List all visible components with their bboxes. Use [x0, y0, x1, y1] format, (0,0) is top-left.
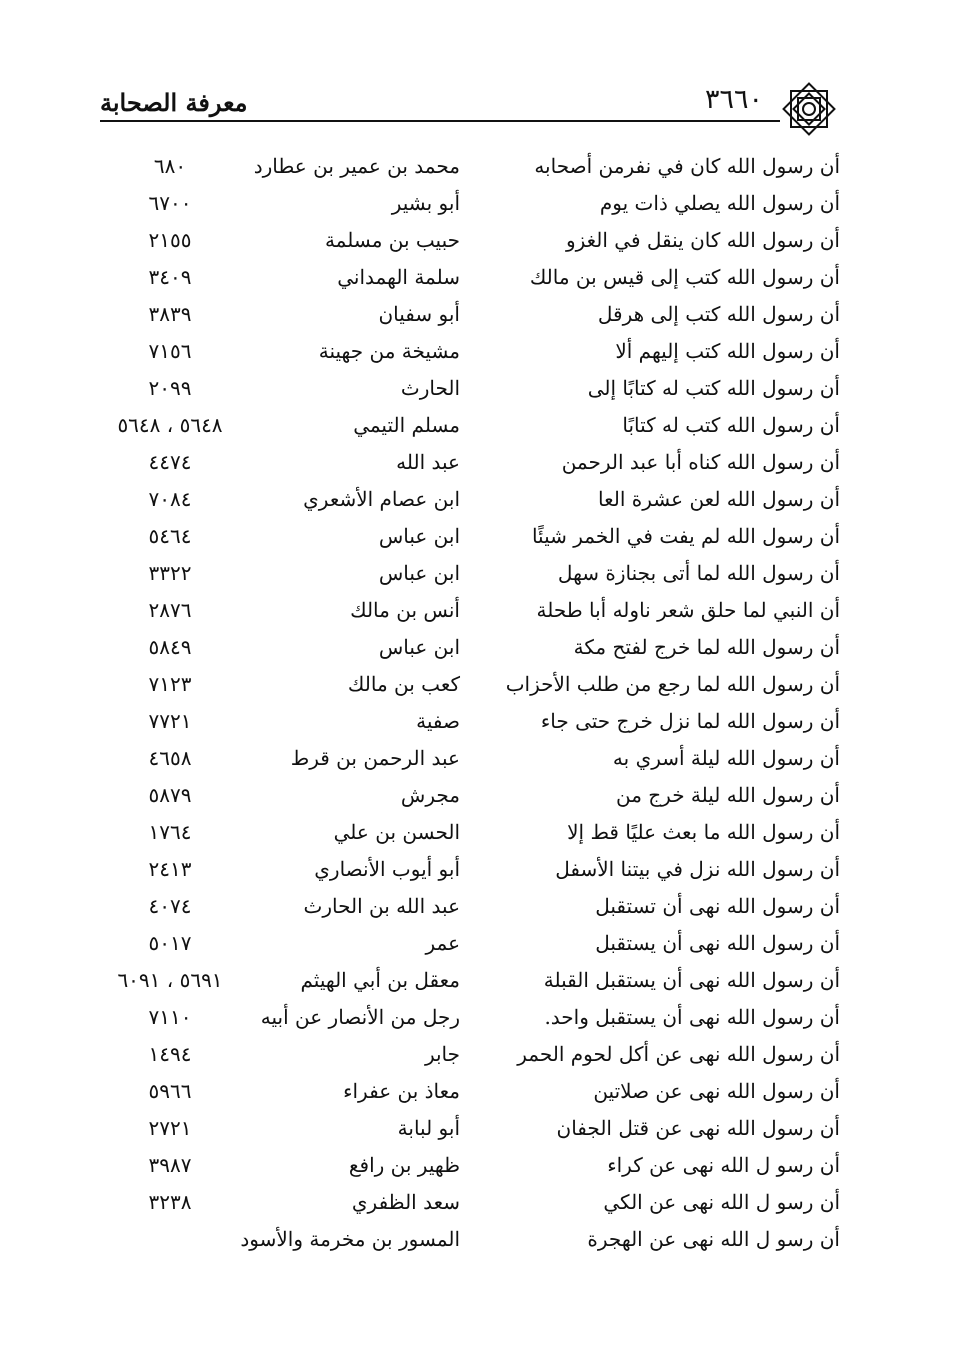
- header-rule: [100, 120, 780, 122]
- table-row: [100, 446, 840, 483]
- reference-number: ٤٠٧٤: [148, 894, 192, 918]
- reference-number: ٣٢٣٨: [148, 1190, 192, 1214]
- narrator-name: ابن عباس: [378, 635, 460, 659]
- narrator-name: مسلم التيمي: [353, 413, 460, 437]
- reference-number: ٥٨٧٩: [148, 783, 192, 807]
- table-row: [100, 1186, 840, 1223]
- hadith-text: أن رسول الله نهى أن يستقبل القبلة: [543, 968, 840, 992]
- table-row: [100, 1001, 840, 1038]
- reference-number: ٧١٥٦: [148, 339, 192, 363]
- narrator-name: معقل بن أبي الهيثم: [300, 968, 460, 992]
- hadith-text: أن رسول الله ما بعث عليًا قط إلا: [567, 820, 840, 844]
- table-row: [100, 705, 840, 742]
- reference-number: ٧٠٨٤: [148, 487, 192, 511]
- table-row: [100, 890, 840, 927]
- hadith-text: أن رسول الله كتب إلى قيس بن مالك: [529, 265, 840, 289]
- reference-number: ١٧٦٤: [148, 820, 192, 844]
- table-row: [100, 853, 840, 890]
- table-row: [100, 631, 840, 668]
- narrator-name: أبو سفيان: [378, 302, 460, 326]
- narrator-name: جابر: [424, 1042, 460, 1066]
- hadith-text: أن رسول الله كان ينقل في الغزو: [565, 228, 840, 252]
- reference-number: ٧١١٠: [148, 1005, 192, 1029]
- reference-number: ٢٨٧٦: [148, 598, 192, 622]
- hadith-text: أن رسول الله كتب له كتابًا: [622, 413, 840, 437]
- narrator-name: أبو بشير: [391, 191, 460, 215]
- reference-number: ٢٠٩٩: [148, 376, 192, 400]
- hadith-text: أن رسول الله نهى أن يستقبل: [595, 931, 840, 955]
- table-row: [100, 1223, 840, 1260]
- hadith-text: أن رسول الله نهى أن تستقبل: [595, 894, 840, 918]
- table-row: [100, 335, 840, 372]
- hadith-text: أن رسول الله يصلي ذات يوم: [599, 191, 840, 215]
- narrator-name: ظهير بن رافع: [348, 1153, 460, 1177]
- hadith-text: أن رسو ل الله نهى عن الهجرة: [587, 1227, 840, 1251]
- table-row: [100, 1112, 840, 1149]
- narrator-name: رجل من الأنصار عن أبيه: [260, 1005, 460, 1029]
- table-row: [100, 816, 840, 853]
- hadith-text: أن رسول الله لما نزل خرج حتى جاء: [540, 709, 840, 733]
- hadith-text: أن رسول الله نهى أن يستقبل واحد.: [544, 1005, 840, 1029]
- table-row: [100, 409, 840, 446]
- index-table: [100, 150, 840, 1260]
- table-row: [100, 668, 840, 705]
- narrator-name: عبد الله بن الحارث: [303, 894, 460, 918]
- table-row: [100, 594, 840, 631]
- narrator-name: الحسن بن علي: [333, 820, 460, 844]
- hadith-text: أن رسول الله كناه أبا عبد الرحمن: [561, 450, 840, 474]
- narrator-name: كعب بن مالك: [347, 672, 460, 696]
- hadith-text: أن رسول الله نهى عن أكل لحوم الحمر: [517, 1042, 840, 1066]
- table-row: [100, 298, 840, 335]
- narrator-name: سعد الظفري: [351, 1190, 460, 1214]
- reference-number: ٢٤١٣: [148, 857, 192, 881]
- reference-number: ٥٨٤٩: [148, 635, 192, 659]
- table-row: [100, 224, 840, 261]
- narrator-name: المسور بن مخرمة والأسود: [240, 1227, 460, 1251]
- narrator-name: ابن عباس: [378, 561, 460, 585]
- narrator-name: أنس بن مالك: [350, 598, 460, 622]
- table-row: [100, 964, 840, 1001]
- narrator-name: أبو أيوب الأنصاري: [314, 857, 460, 881]
- table-row: [100, 261, 840, 298]
- hadith-text: أن رسول الله كان في نفرمن أصحابه: [534, 154, 840, 178]
- reference-number: ٦٧٠٠: [148, 191, 192, 215]
- reference-number: ٥٤٦٤: [148, 524, 192, 548]
- reference-number: ٥٦٤٨ ، ٥٦٤٨: [117, 413, 223, 437]
- narrator-name: أبو لبابة: [397, 1116, 460, 1140]
- reference-number: ٧١٢٣: [148, 672, 192, 696]
- hadith-text: أن رسول الله لعن عشرة العا: [598, 487, 840, 511]
- narrator-name: عبد الرحمن بن قرط: [290, 746, 460, 770]
- reference-number: ٥٩٦٦: [148, 1079, 192, 1103]
- hadith-text: أن النبي لما حلق شعر ناوله أبا طحلة: [536, 598, 840, 622]
- reference-number: ١٤٩٤: [148, 1042, 192, 1066]
- reference-number: ٥٦٩١ ، ٦٠٩١: [117, 968, 223, 992]
- page-header: [100, 78, 840, 128]
- reference-number: ٤٤٧٤: [148, 450, 192, 474]
- table-row: [100, 1149, 840, 1186]
- hadith-text: أن رسول الله لما أتى بجنازة سهل: [557, 561, 840, 585]
- book-title: معرفة الصحابة: [100, 88, 248, 117]
- narrator-name: عبد الله: [396, 450, 460, 474]
- table-row: [100, 779, 840, 816]
- table-row: [100, 483, 840, 520]
- narrator-name: حبيب بن مسلمة: [324, 228, 460, 252]
- hadith-text: أن رسول الله ليلة خرج من: [615, 783, 840, 807]
- table-row: [100, 187, 840, 224]
- table-row: [100, 557, 840, 594]
- narrator-name: مشيخة من جهينة: [318, 339, 460, 363]
- reference-number: ٣٣٢٢: [148, 561, 192, 585]
- hadith-text: أن رسو ل الله نهى عن كراء: [607, 1153, 840, 1177]
- hadith-text: أن رسول الله نهى عن قتل الجفان: [556, 1116, 840, 1140]
- narrator-name: سلمة الهمداني: [337, 265, 460, 289]
- octagram-ornament-icon: [778, 78, 840, 140]
- table-row: [100, 150, 840, 187]
- table-row: [100, 742, 840, 779]
- table-row: [100, 520, 840, 557]
- reference-number: ٥٠١٧: [148, 931, 192, 955]
- hadith-text: أن رسول الله كتب إليهم ألا: [615, 339, 840, 363]
- narrator-name: الحارث: [400, 376, 460, 400]
- hadith-text: أن رسو ل الله نهى عن الكي: [603, 1190, 840, 1214]
- reference-number: ٧٧٢١: [148, 709, 192, 733]
- hadith-text: أن رسول الله كتب إلى هرقل: [597, 302, 840, 326]
- hadith-text: أن رسول الله لما رجع من طلب الأحزاب: [505, 672, 840, 696]
- hadith-text: أن رسول الله كتب له كتابًا إلى: [587, 376, 840, 400]
- table-row: [100, 1038, 840, 1075]
- narrator-name: محمد بن عمير بن عطارد: [253, 154, 460, 178]
- table-row: [100, 372, 840, 409]
- narrator-name: مجرش: [400, 783, 460, 807]
- reference-number: ٢١٥٥: [148, 228, 192, 252]
- reference-number: ٣٨٣٩: [148, 302, 192, 326]
- narrator-name: صفية: [416, 709, 460, 733]
- hadith-text: أن رسول الله ليلة أسري به: [612, 746, 840, 770]
- table-row: [100, 1075, 840, 1112]
- hadith-text: أن رسول الله نهى عن صلاتين: [593, 1079, 840, 1103]
- narrator-name: ابن عباس: [378, 524, 460, 548]
- reference-number: ٣٤٠٩: [148, 265, 192, 289]
- hadith-text: أن رسول الله نزل في بيتنا الأسفل: [555, 857, 840, 881]
- reference-number: ٢٧٢١: [148, 1116, 192, 1140]
- narrator-name: معاذ بن عفراء: [343, 1079, 460, 1103]
- hadith-text: أن رسول الله لما خرج لفتح مكة: [573, 635, 840, 659]
- narrator-name: ابن عصام الأشعري: [303, 487, 460, 511]
- reference-number: ٣٩٨٧: [148, 1153, 192, 1177]
- hadith-text: أن رسول الله لم يفت في الخمر شيئًا: [531, 524, 840, 548]
- page-number: ٣٦٦٠: [705, 84, 764, 115]
- table-row: [100, 927, 840, 964]
- reference-number: ٤٦٥٨: [148, 746, 192, 770]
- reference-number: ٦٨٠: [153, 154, 187, 178]
- narrator-name: عمر: [425, 931, 460, 955]
